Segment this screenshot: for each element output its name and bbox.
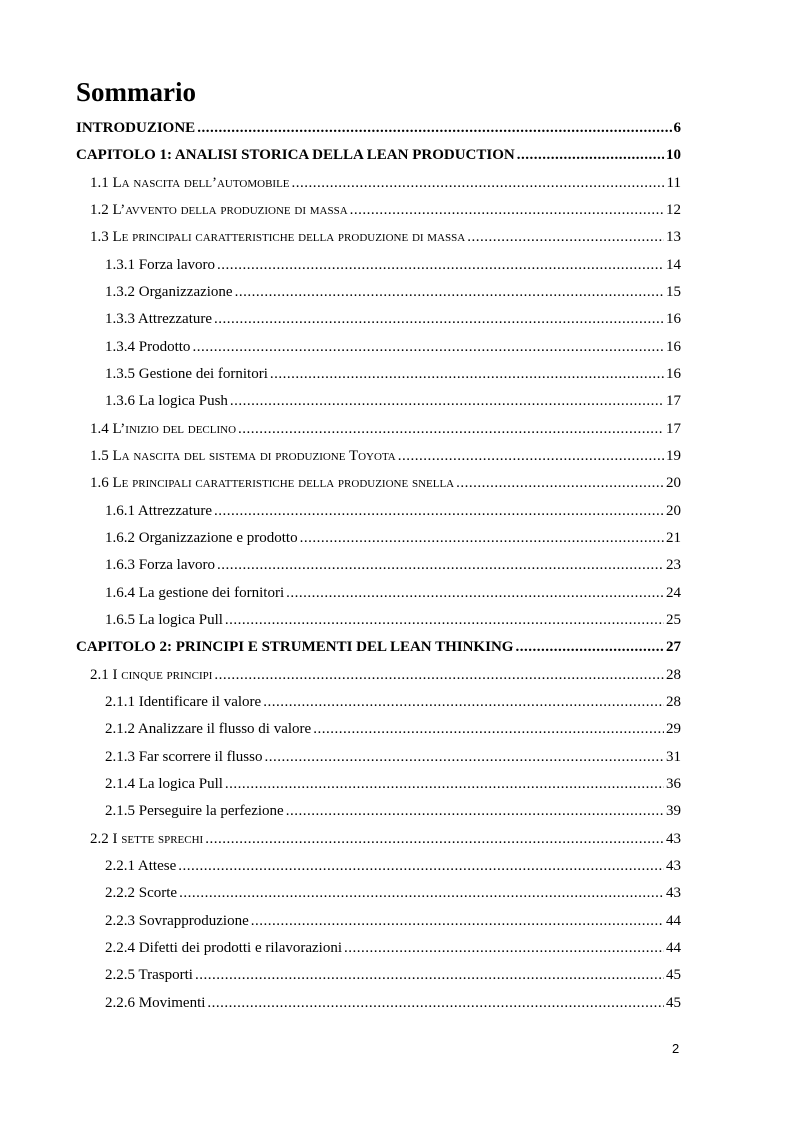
toc-dot-leader: [205, 828, 664, 850]
toc-entry[interactable]: [76, 117, 681, 139]
toc-entry[interactable]: [105, 527, 681, 549]
toc-entry-number: 1.5: [90, 448, 109, 464]
toc-entry-page: 23: [666, 557, 681, 573]
toc-dot-leader: [263, 691, 664, 713]
toc-dot-leader: [344, 937, 664, 959]
toc-entry-label: 2.1.5 Perseguire la perfezione: [105, 803, 284, 819]
page-title: Sommario: [76, 77, 196, 107]
toc-entry[interactable]: [105, 609, 681, 631]
toc-entry-label: 2.2.4 Difetti dei prodotti e rilavorazioni: [105, 940, 343, 956]
toc-entry-page: 31: [666, 749, 681, 765]
toc-entry[interactable]: [90, 445, 681, 467]
toc-entry-number: 2.1: [90, 667, 109, 683]
toc-entry-page: 39: [666, 803, 681, 819]
toc-entry[interactable]: [105, 363, 681, 385]
toc-entry[interactable]: [90, 828, 681, 850]
toc-entry[interactable]: [105, 691, 681, 713]
toc-entry-number: 1.2: [90, 202, 109, 218]
toc-entry-label: 1.3.5 Gestione dei fornitori: [105, 366, 268, 382]
toc-entry-label: 1.3.2 Organizzazione: [105, 284, 233, 300]
toc-entry[interactable]: [90, 226, 681, 248]
toc-entry-page: 29: [666, 721, 681, 737]
toc-entry[interactable]: [90, 199, 681, 221]
toc-entry-number: 1.4: [90, 421, 109, 437]
toc-entry[interactable]: [105, 281, 681, 303]
toc-dot-leader: [217, 554, 664, 576]
toc-entry[interactable]: [105, 937, 681, 959]
toc-dot-leader: [235, 281, 664, 303]
toc-entry-label: 1.3.1 Forza lavoro: [105, 257, 215, 273]
toc-entry-page: 11: [666, 175, 681, 191]
toc-entry-label: 1.3.6 La logica Push: [105, 393, 228, 409]
toc-entry-page: 6: [673, 120, 681, 136]
toc-entry[interactable]: [76, 144, 681, 166]
toc-dot-leader: [179, 882, 664, 904]
toc-dot-leader: [217, 254, 664, 276]
toc-entry-page: 15: [666, 284, 681, 300]
toc-entry-page: 27: [666, 639, 681, 655]
toc-entry[interactable]: [105, 500, 681, 522]
toc-dot-leader: [517, 144, 664, 166]
toc-entry-page: 44: [666, 913, 681, 929]
toc-entry-label: 1.6.4 La gestione dei fornitori: [105, 585, 285, 601]
toc-entry-page: 16: [666, 366, 681, 382]
toc-entry-page: 19: [666, 448, 681, 464]
toc-entry-label: CAPITOLO 1: ANALISI STORICA DELLA LEAN PRODUCTION: [76, 147, 515, 163]
toc-entry[interactable]: [105, 746, 681, 768]
toc-entry[interactable]: [105, 910, 681, 932]
toc-entry-page: 21: [666, 530, 681, 546]
toc-entry-page: 43: [666, 885, 681, 901]
toc-entry-number: 1.1: [90, 175, 109, 191]
toc-entry-page: 17: [666, 393, 681, 409]
toc-dot-leader: [467, 226, 664, 248]
toc-dot-leader: [286, 800, 664, 822]
toc-entry-label: 2.2.2 Scorte: [105, 885, 178, 901]
toc-entry-label: 2.2.6 Movimenti: [105, 995, 206, 1011]
toc-entry[interactable]: [105, 964, 681, 986]
toc-dot-leader: [300, 527, 664, 549]
toc-entry[interactable]: [105, 855, 681, 877]
toc-dot-leader: [264, 746, 664, 768]
toc-entry-label: INTRODUZIONE: [76, 120, 196, 136]
toc-entry-page: 12: [666, 202, 681, 218]
toc-entry-page: 28: [666, 694, 681, 710]
toc-entry-label: 2.1.3 Far scorrere il flusso: [105, 749, 263, 765]
toc-entry[interactable]: [105, 336, 681, 358]
toc-entry[interactable]: [90, 172, 681, 194]
toc-entry-page: 10: [666, 147, 681, 163]
toc-dot-leader: [398, 445, 664, 467]
toc-entry-label: 1.3.3 Attrezzature: [105, 311, 213, 327]
toc-entry-label: 1.6.1 Attrezzature: [105, 503, 213, 519]
toc-entry[interactable]: [90, 664, 681, 686]
toc-dot-leader: [456, 472, 664, 494]
toc-entry[interactable]: [105, 554, 681, 576]
toc-entry-label: I cinque principi: [112, 667, 213, 683]
toc-entry[interactable]: [105, 718, 681, 740]
toc-entry-page: 44: [666, 940, 681, 956]
toc-entry-page: 20: [666, 503, 681, 519]
toc-entry-page: 25: [666, 612, 681, 628]
toc-entry-page: 14: [666, 257, 681, 273]
toc-entry-label: 2.2.5 Trasporti: [105, 967, 193, 983]
toc-entry[interactable]: [105, 582, 681, 604]
toc-entry-number: 2.2: [90, 831, 109, 847]
toc-entry-number: 1.6: [90, 475, 109, 491]
toc-dot-leader: [214, 308, 664, 330]
toc-entry-page: 28: [666, 667, 681, 683]
toc-entry-page: 20: [666, 475, 681, 491]
toc-dot-leader: [214, 500, 664, 522]
toc-entry-label: La nascita del sistema di produzione Toyota: [112, 448, 396, 464]
toc-entry-label: 2.1.2 Analizzare il flusso di valore: [105, 721, 312, 737]
toc-dot-leader: [195, 964, 664, 986]
toc-dot-leader: [207, 992, 664, 1014]
toc-dot-leader: [178, 855, 664, 877]
toc-entry-page: 16: [666, 311, 681, 327]
toc-entry-label: 2.2.3 Sovrapproduzione: [105, 913, 249, 929]
toc-dot-leader: [192, 336, 664, 358]
toc-entry-page: 43: [666, 831, 681, 847]
toc-entry-label: La nascita dell’automobile: [112, 175, 290, 191]
toc-entry-label: I sette sprechi: [112, 831, 204, 847]
toc-entry-label: 1.6.3 Forza lavoro: [105, 557, 215, 573]
toc-entry[interactable]: [105, 773, 681, 795]
toc-entry[interactable]: [105, 308, 681, 330]
toc-entry[interactable]: [76, 636, 681, 658]
toc-entry-label: 2.1.1 Identificare il valore: [105, 694, 262, 710]
toc-entry-page: 45: [666, 995, 681, 1011]
toc-entry-label: 1.3.4 Prodotto: [105, 339, 191, 355]
toc-entry-label: Le principali caratteristiche della produzione snella: [112, 475, 455, 491]
toc-entry-page: 13: [666, 229, 681, 245]
toc-entry-page: 43: [666, 858, 681, 874]
toc-entry-page: 16: [666, 339, 681, 355]
page-number: 2: [672, 1041, 680, 1056]
toc-dot-leader: [197, 117, 671, 139]
toc-dot-leader: [515, 636, 664, 658]
toc-dot-leader: [292, 172, 665, 194]
toc-entry-page: 45: [666, 967, 681, 983]
toc-dot-leader: [225, 773, 664, 795]
toc-dot-leader: [214, 664, 664, 686]
toc-entry-label: Le principali caratteristiche della produzione di massa: [112, 229, 466, 245]
toc-entry-label: CAPITOLO 2: PRINCIPI E STRUMENTI DEL LEAN THINKING: [76, 639, 514, 655]
toc-entry-label: 1.6.5 La logica Pull: [105, 612, 223, 628]
toc-entry[interactable]: [105, 254, 681, 276]
toc-entry[interactable]: [105, 800, 681, 822]
toc-dot-leader: [238, 418, 664, 440]
toc-entry-number: 1.3: [90, 229, 109, 245]
toc-dot-leader: [270, 363, 664, 385]
toc-entry[interactable]: [90, 472, 681, 494]
toc-dot-leader: [230, 390, 664, 412]
toc-dot-leader: [251, 910, 664, 932]
toc-entry[interactable]: [90, 418, 681, 440]
toc-entry-label: L’avvento della produzione di massa: [112, 202, 348, 218]
toc-entry-page: 24: [666, 585, 681, 601]
toc-entry-label: 2.2.1 Attese: [105, 858, 177, 874]
toc-entry[interactable]: [105, 992, 681, 1014]
toc-dot-leader: [225, 609, 664, 631]
toc-entry[interactable]: [105, 390, 681, 412]
toc-entry-label: 1.6.2 Organizzazione e prodotto: [105, 530, 298, 546]
toc-entry-label: 2.1.4 La logica Pull: [105, 776, 223, 792]
toc-dot-leader: [286, 582, 664, 604]
toc-dot-leader: [350, 199, 664, 221]
toc-entry-label: L’inizio del declino: [112, 421, 237, 437]
toc-entry[interactable]: [105, 882, 681, 904]
toc-entry-page: 17: [666, 421, 681, 437]
toc-entry-page: 36: [666, 776, 681, 792]
toc-dot-leader: [313, 718, 664, 740]
